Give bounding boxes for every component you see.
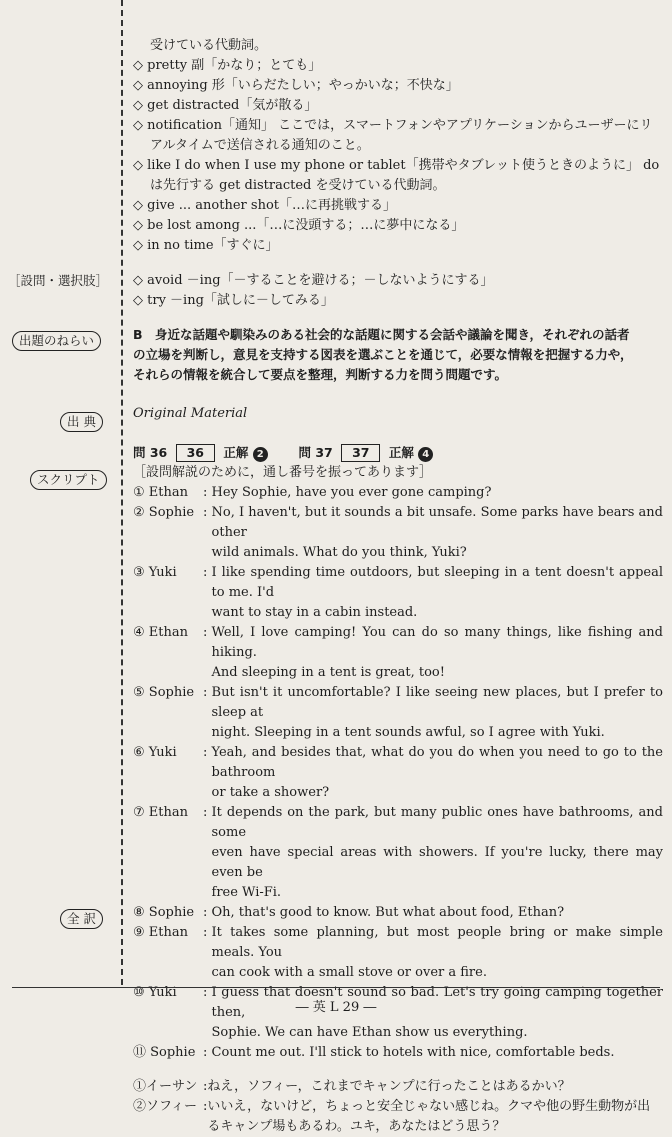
vocab-line: ◇ like I do when I use my phone or tablet「携帯やタブレット使うときのように」 do (133, 158, 660, 173)
utterance-line: Well, I love camping! You can do so many things, like fishing and hiking. (211, 625, 663, 660)
speaker: ①イーサン (133, 1079, 198, 1094)
script-turn: ⑨ Ethan : It takes some planning, but most people bring or make simple meals. You can cook with a small stove or over a fire. (133, 923, 663, 983)
q37-answer-box: 37 (341, 444, 380, 462)
label-aim: 出題のねらい (12, 331, 101, 351)
vocab-options (133, 271, 663, 311)
utterance-line: night. Sleeping in a tent sounds awful, so I agree with Yuki. (211, 725, 605, 740)
speaker: ②ソフィー (133, 1099, 197, 1114)
q37-label: 問 37 (298, 445, 333, 460)
utterance-line: free Wi-Fi. (211, 885, 282, 900)
page-number: ― 英 L 29 ― (295, 1000, 377, 1015)
vocab-line: アルタイムで送信される通知のこと。 (150, 138, 370, 153)
utterance-line: Yeah, and besides that, what do you do when you need to go to the bathroom (211, 745, 663, 780)
script-turn: ④ Ethan : Well, I love camping! You can do so many things, like fishing and hiking. And sleeping in a tent is great, too! (133, 623, 663, 683)
aim-line: それらの情報を統合して要点を整理，判断する力を問う問題です。 (133, 367, 508, 382)
utterance-line: I guess that doesn't sound so bad. Let's try going camping together then, (211, 985, 663, 1020)
q36-answer-box: 36 (176, 444, 215, 462)
answer-row (133, 443, 663, 463)
q37-correct-number: 4 (418, 447, 433, 462)
speaker: ③ Yuki (133, 565, 177, 580)
aim-line: の立場を判断し，意見を支持する図表を選ぶことを通じて，必要な情報を把握する力や， (133, 347, 633, 362)
script-turn: ③ Yuki : I like spending time outdoors, but sleeping in a tent doesn't appeal to me. I'd want to stay in a cabin instead. (133, 563, 663, 623)
vocab-line: 受けている代動詞。 (150, 38, 268, 53)
translation-line: いいえ，ないけど，ちょっと安全じゃない感じね。クマや他の野生動物が出 (207, 1099, 651, 1114)
speaker: ② Sophie (133, 505, 195, 520)
script-turn: ⑥ Yuki : Yeah, and besides that, what do you do when you need to go to the bathroom or take a shower? (133, 743, 663, 803)
script-turn: ② Sophie : No, I haven't, but it sounds a bit unsafe. Some parks have bears and other wild animals. What do you think, Yuki? (133, 503, 663, 563)
q36-label: 問 36 (133, 445, 168, 460)
vocab-line: ◇ pretty 副「かなり；とても」 (133, 58, 322, 73)
utterance-line: want to stay in a cabin instead. (211, 605, 418, 620)
vocab-line: ◇ notification「通知」 ここでは，スマートフォンやアプリケーションからユーザーにリ (133, 118, 653, 133)
utterance-line: Sophie. We can have Ethan show us everything. (211, 1025, 528, 1040)
utterance-line: wild animals. What do you think, Yuki? (211, 545, 467, 560)
aim-text (133, 325, 663, 385)
utterance-line: No, I haven't, but it sounds a bit unsafe. Some parks have bears and other (211, 505, 663, 540)
speaker: ⑤ Sophie (133, 685, 195, 700)
q37-correct-label: 正解 (388, 445, 414, 460)
translation (133, 1077, 663, 1137)
speaker: ⑩ Yuki (133, 985, 177, 1000)
script-turn: ⑤ Sophie : But isn't it uncomfortable? I like seeing new places, but I prefer to sleep at night. Sleeping in a tent sounds awful, so I agree with Yuki. (133, 683, 663, 743)
dashed-divider (121, 0, 123, 985)
label-translation: 全 訳 (60, 909, 103, 929)
speaker: ⑥ Yuki (133, 745, 177, 760)
utterance-line: Hey Sophie, have you ever gone camping? (211, 485, 492, 500)
vocab-line: ◇ try －ing「試しに－してみる」 (133, 293, 334, 308)
utterance-line: I like spending time outdoors, but sleeping in a tent doesn't appeal to me. I'd (211, 565, 663, 600)
q36-correct-number: 2 (253, 447, 268, 462)
speaker: ④ Ethan (133, 625, 188, 640)
speaker: ① Ethan (133, 485, 188, 500)
utterance-line: And sleeping in a tent is great, too! (211, 665, 445, 680)
utterance-line: But isn't it uncomfortable? I like seeing new places, but I prefer to sleep at (211, 685, 663, 720)
vocab-line: は先行する get distracted を受けている代動詞。 (150, 178, 446, 193)
speaker: ⑧ Sophie (133, 905, 195, 920)
script-turn: ⑧ Sophie : Oh, that's good to know. But what about food, Ethan? (133, 903, 663, 923)
vocab-line: ◇ get distracted「気が散る」 (133, 98, 318, 113)
utterance-line: Oh, that's good to know. But what about food, Ethan? (211, 905, 565, 920)
speaker: ⑨ Ethan (133, 925, 188, 940)
translation-turn: ①イーサン : ねえ，ソフィー，これまでキャンプに行ったことはあるかい？ (133, 1077, 663, 1097)
speaker: ⑪ Sophie (133, 1045, 196, 1060)
script-turn: ① Ethan : Hey Sophie, have you ever gone camping? (133, 483, 663, 503)
aim-line: B 身近な話題や馴染みのある社会的な話題に関する会話や議論を聞き，それぞれの話者 (133, 327, 630, 342)
vocab-line: ◇ in no time「すぐに」 (133, 238, 279, 253)
utterance-line: or take a shower? (211, 785, 330, 800)
script (133, 483, 663, 1063)
translation-line: るキャンプ場もあるわ。ユキ，あなたはどう思う？ (207, 1119, 506, 1134)
translation-line: ねえ，ソフィー，これまでキャンプに行ったことはあるかい？ (207, 1079, 571, 1094)
vocab-line: ◇ annoying 形「いらだたしい；やっかいな；不快な」 (133, 78, 459, 93)
main-content (133, 36, 663, 1137)
utterance-line: It depends on the park, but many public ones have bathrooms, and some (211, 805, 663, 840)
bottom-rule (12, 987, 660, 988)
vocab-top (133, 36, 663, 256)
vocab-line: ◇ avoid －ing「－することを避ける；－しないようにする」 (133, 273, 494, 288)
label-script: スクリプト (30, 470, 107, 490)
q36-correct-label: 正解 (223, 445, 249, 460)
script-note: ［設問解説のために，通し番号を振ってあります］ (133, 465, 433, 480)
vocab-line: ◇ be lost among ...「…に没頭する；…に夢中になる」 (133, 218, 465, 233)
label-question-options: ［設問・選択肢］ (8, 273, 109, 288)
script-turn: ⑦ Ethan : It depends on the park, but many public ones have bathrooms, and some even have special areas with showers. If you're lucky, there may even be free Wi-Fi. (133, 803, 663, 903)
label-source: 出 典 (60, 412, 103, 432)
source-text: Original Material (133, 406, 248, 421)
utterance-line: can cook with a small stove or over a fire. (211, 965, 487, 980)
utterance-line: even have special areas with showers. If you're lucky, there may even be (211, 845, 663, 880)
script-turn: ⑩ Yuki : I guess that doesn't sound so bad. Let's try going camping together then, Sophie. We can have Ethan show us everything. (133, 983, 663, 1043)
utterance-line: Count me out. I'll stick to hotels with nice, comfortable beds. (211, 1045, 615, 1060)
translation-turn: ②ソフィー : いいえ，ないけど，ちょっと安全じゃない感じね。クマや他の野生動物が出 るキャンプ場もあるわ。ユキ，あなたはどう思う？ (133, 1097, 663, 1137)
utterance-line: It takes some planning, but most people bring or make simple meals. You (211, 925, 663, 960)
script-turn: ⑪ Sophie : Count me out. I'll stick to hotels with nice, comfortable beds. (133, 1043, 663, 1063)
vocab-line: ◇ give ... another shot「…に再挑戦する」 (133, 198, 396, 213)
speaker: ⑦ Ethan (133, 805, 188, 820)
